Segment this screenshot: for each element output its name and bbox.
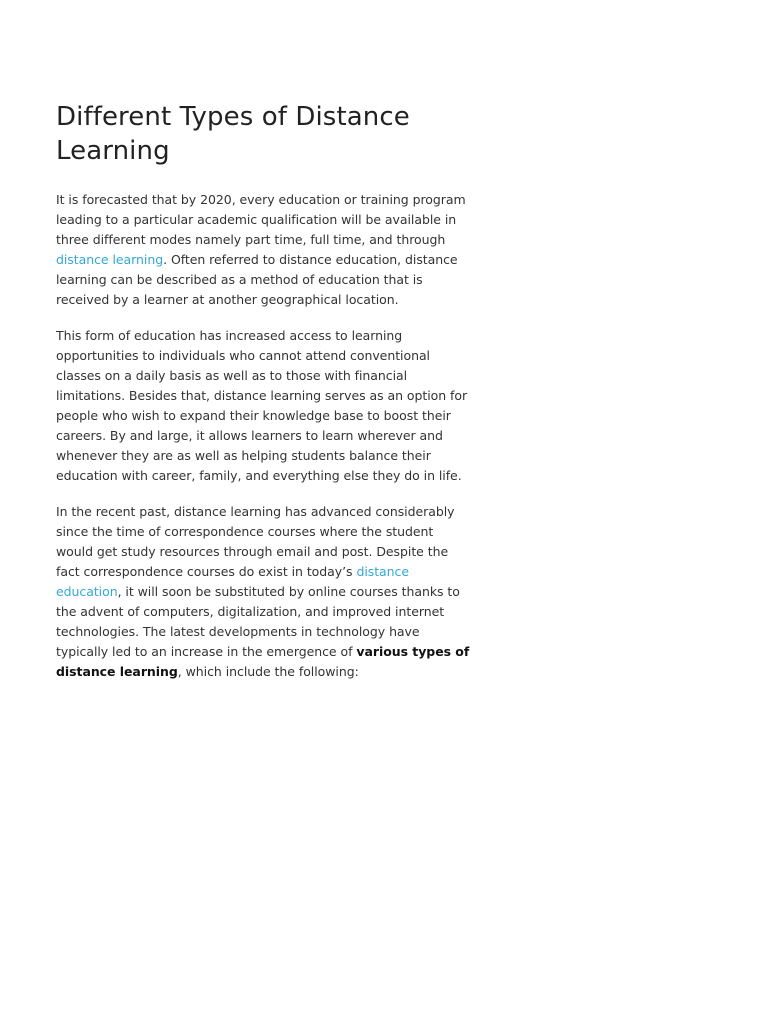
article-title: Different Types of Distance Learning xyxy=(56,102,410,166)
distance-education-link[interactable]: distance education xyxy=(56,564,410,599)
paragraph-history-text-middle: , it will soon be substituted by online courses thanks to the advent of computers, digitalization, and improved internet technologies. The latest developments in technology have typically led to an increase in the emergence of xyxy=(56,584,460,659)
paragraph-access: This form of education has increased access to learning opportunities to individuals who cannot attend conventional classes on a daily basis as well as to those with financial limitations. Besides that, distance learning serves as an option for people who wish to expand their knowledge base to boost their careers. By and large, it allows learners to learn wherever and whenever they are as well as helping students balance their education with career, family, and everything else they do in life. xyxy=(56,328,468,483)
distance-learning-link[interactable]: distance learning xyxy=(56,252,164,267)
paragraph-intro xyxy=(56,190,472,310)
types-emphasis: various types of distance learning xyxy=(56,644,470,679)
article xyxy=(56,100,472,698)
paragraph-history-text-end: , which include the following: xyxy=(177,664,359,679)
paragraph-intro-text-end: . Often referred to distance education, distance learning can be described as a method of education that is received by a learner at another geographical location. xyxy=(56,252,458,307)
paragraph-intro-text-start: It is forecasted that by 2020, every education or training program leading to a particular academic qualification will be available in three different modes namely part time, full time, and through xyxy=(56,192,466,247)
paragraph-history-text-start: In the recent past, distance learning has advanced considerably since the time of correspondence courses where the student would get study resources through email and post. Despite the fact correspondence courses do exist in today’s xyxy=(56,504,455,579)
paragraph-history xyxy=(56,502,472,682)
